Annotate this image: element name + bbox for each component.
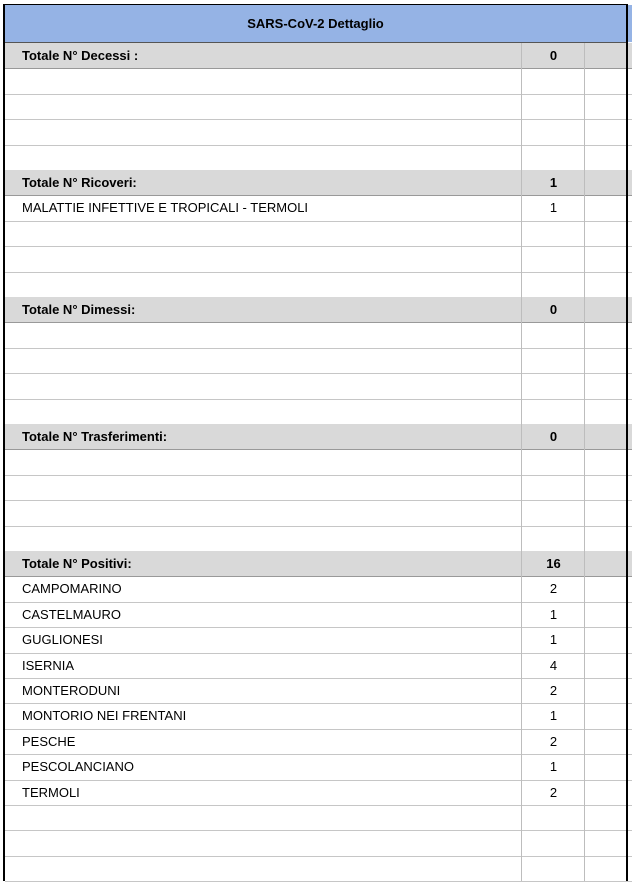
row-divider xyxy=(5,830,632,831)
row-divider xyxy=(5,322,632,323)
section-total: 1 xyxy=(549,175,558,190)
row-divider xyxy=(5,500,632,501)
left-border xyxy=(3,4,5,881)
section-total: 0 xyxy=(549,429,558,444)
row-divider xyxy=(5,526,632,527)
list-item-value: 1 xyxy=(549,632,558,648)
row-divider xyxy=(5,145,632,146)
row-divider xyxy=(5,94,632,95)
list-item-value: 1 xyxy=(549,606,558,622)
list-item-label: PESCOLANCIANO xyxy=(22,759,134,775)
list-item-label: PESCHE xyxy=(22,733,76,749)
row-divider xyxy=(5,373,632,374)
row-divider xyxy=(5,119,632,120)
list-item-label: CAMPOMARINO xyxy=(22,581,122,597)
list-item-value: 4 xyxy=(549,657,558,673)
row-divider xyxy=(5,221,632,222)
list-item-value: 2 xyxy=(549,733,558,749)
row-divider xyxy=(5,348,632,349)
list-item-label: GUGLIONESI xyxy=(22,632,103,648)
column-divider xyxy=(521,43,522,881)
row-divider xyxy=(5,68,632,69)
list-item-value: 2 xyxy=(549,784,558,800)
list-item-label: CASTELMAURO xyxy=(22,606,121,622)
row-divider xyxy=(5,475,632,476)
list-item-label: MONTERODUNI xyxy=(22,683,121,698)
section-label: Totale N° Dimessi: xyxy=(22,302,136,317)
section-label: Totale N° Positivi: xyxy=(22,556,132,571)
row-divider xyxy=(5,805,632,806)
list-item-label: ISERNIA xyxy=(22,657,75,673)
table-title: SARS-CoV-2 Dettaglio xyxy=(247,16,384,31)
table-header xyxy=(5,5,626,43)
list-item-value: 2 xyxy=(549,581,558,597)
list-item-value: 2 xyxy=(549,683,558,698)
section-total: 0 xyxy=(549,302,558,317)
row-divider xyxy=(5,399,632,400)
row-divider xyxy=(5,272,632,273)
column-divider xyxy=(584,43,585,881)
list-item-value: 1 xyxy=(549,200,558,216)
right-border xyxy=(626,4,628,881)
section-total: 16 xyxy=(546,556,561,571)
list-item-value: 1 xyxy=(549,708,558,724)
list-item-label: MALATTIE INFETTIVE E TROPICALI - TERMOLI xyxy=(22,200,309,216)
section-label: Totale N° Trasferimenti: xyxy=(22,429,168,444)
section-total: 0 xyxy=(549,48,558,63)
row-divider xyxy=(5,246,632,247)
list-item-label: MONTORIO NEI FRENTANI xyxy=(22,708,187,724)
row-divider xyxy=(5,449,632,450)
list-item-value: 1 xyxy=(549,759,558,775)
section-label: Totale N° Decessi : xyxy=(22,48,139,63)
row-divider xyxy=(5,856,632,857)
list-item-label: TERMOLI xyxy=(22,784,80,800)
top-border xyxy=(3,4,628,5)
section-label: Totale N° Ricoveri: xyxy=(22,175,137,190)
